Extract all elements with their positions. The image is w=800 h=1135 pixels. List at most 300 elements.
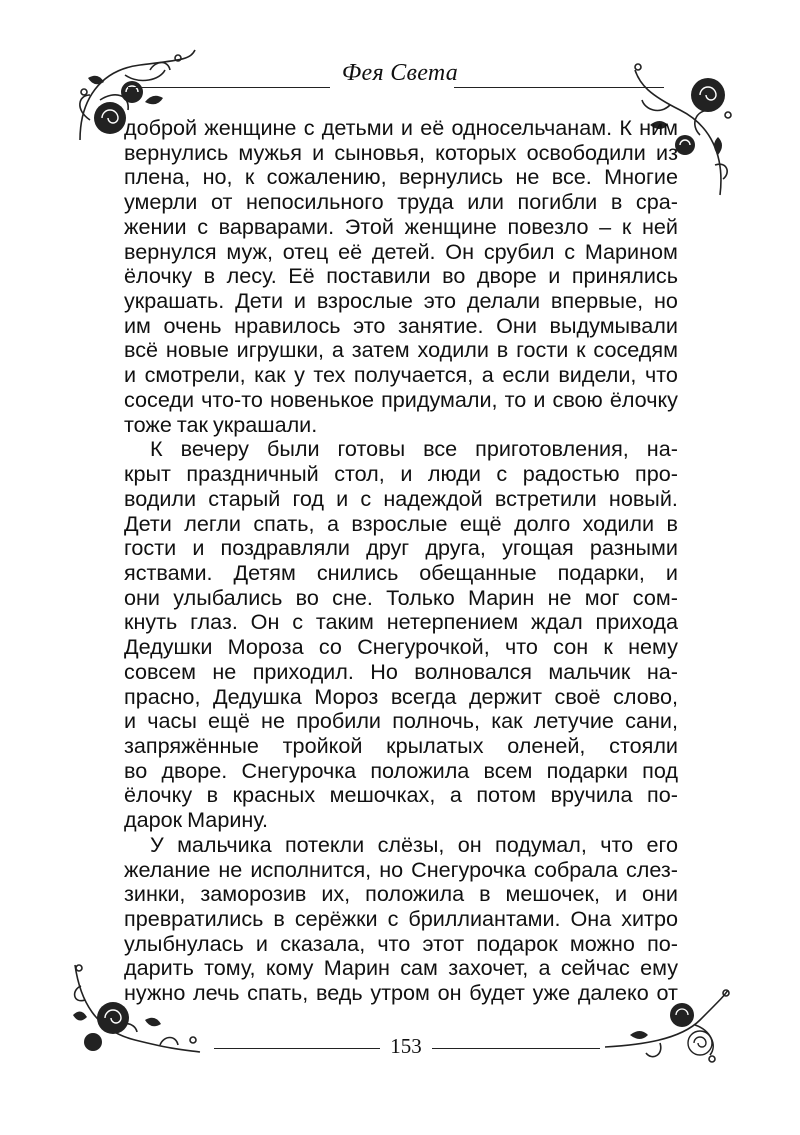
body-text bbox=[124, 116, 678, 1006]
word: это bbox=[423, 288, 456, 314]
word: желание bbox=[124, 856, 211, 882]
word: улыбались bbox=[173, 584, 283, 610]
word: новые bbox=[165, 337, 229, 363]
word: доброй bbox=[124, 115, 198, 140]
word: утром bbox=[370, 980, 430, 1006]
word: тех bbox=[313, 362, 346, 388]
word: все. bbox=[551, 164, 592, 190]
footer-rule-left bbox=[214, 1048, 380, 1049]
word: ней bbox=[641, 213, 678, 239]
word: новый. bbox=[608, 485, 678, 511]
word: а bbox=[331, 337, 344, 363]
word: с bbox=[197, 213, 208, 239]
word: очень bbox=[163, 312, 222, 338]
word: взрослые bbox=[351, 510, 448, 536]
header-rule-left bbox=[128, 87, 330, 88]
word: долго bbox=[514, 510, 571, 536]
word: Снегурочка bbox=[241, 757, 357, 783]
word: соседи bbox=[124, 386, 195, 412]
word: по- bbox=[647, 782, 678, 808]
word: новенькое bbox=[269, 386, 375, 412]
word: Марин bbox=[323, 955, 390, 981]
text-line bbox=[124, 635, 678, 660]
text-line bbox=[124, 165, 678, 190]
text-line bbox=[124, 264, 678, 289]
word: что bbox=[377, 930, 411, 956]
word: и bbox=[312, 139, 325, 165]
word: под bbox=[642, 757, 678, 783]
word: игрушки, bbox=[236, 337, 325, 363]
word: ещё bbox=[208, 708, 250, 734]
text-line bbox=[124, 858, 678, 883]
word: крыт bbox=[124, 461, 171, 487]
word: соседям bbox=[593, 337, 678, 363]
word: превратились bbox=[124, 906, 264, 931]
word: придумали, bbox=[381, 386, 498, 412]
word: Снегурочка bbox=[411, 856, 526, 882]
word: а bbox=[449, 782, 462, 808]
word: его bbox=[646, 831, 678, 857]
word: вечеру bbox=[180, 436, 249, 462]
word: про- bbox=[635, 461, 678, 487]
word: они bbox=[641, 881, 678, 907]
word: приготовления, bbox=[475, 436, 629, 462]
word: её bbox=[420, 115, 445, 140]
word: в bbox=[479, 881, 491, 907]
word: Этой bbox=[344, 213, 394, 239]
word: и bbox=[336, 485, 349, 511]
word: делали bbox=[466, 288, 541, 314]
word: срубил bbox=[483, 238, 555, 264]
word: со bbox=[318, 634, 342, 660]
text-line bbox=[124, 388, 678, 413]
word: подарок bbox=[476, 930, 558, 956]
word: водили bbox=[124, 485, 197, 511]
text-line bbox=[124, 561, 678, 586]
word: глаз. bbox=[190, 609, 238, 635]
word: мужья bbox=[238, 139, 302, 165]
word: они bbox=[124, 584, 160, 610]
text-line bbox=[124, 363, 678, 388]
word: он bbox=[437, 980, 462, 1006]
word: оленей, bbox=[507, 732, 586, 758]
word: свою bbox=[552, 386, 603, 412]
word: потом bbox=[476, 782, 537, 808]
word: Дедушки bbox=[124, 634, 213, 660]
word: были bbox=[266, 436, 320, 462]
word: погибли bbox=[517, 189, 598, 215]
word: ходили bbox=[582, 510, 655, 536]
word: потекли bbox=[284, 831, 365, 857]
word: по- bbox=[647, 930, 678, 956]
word: мешочек, bbox=[505, 881, 600, 907]
text-line bbox=[124, 215, 678, 240]
word: сейчас bbox=[560, 955, 630, 981]
word: гости bbox=[516, 337, 569, 363]
word: на- bbox=[646, 658, 678, 684]
word: ёлочку bbox=[609, 386, 678, 412]
text-line bbox=[124, 734, 678, 759]
word: вернулись bbox=[124, 139, 229, 165]
word: получается, bbox=[353, 362, 474, 388]
word: а bbox=[481, 362, 494, 388]
word: их, bbox=[321, 881, 351, 907]
word: но bbox=[379, 856, 404, 882]
word: встретили bbox=[494, 485, 597, 511]
word: от bbox=[656, 980, 678, 1006]
word: полночь, bbox=[392, 708, 480, 734]
word: Но bbox=[370, 658, 398, 684]
word: и bbox=[533, 386, 546, 412]
word: нетерпением bbox=[386, 609, 519, 635]
word: и bbox=[400, 461, 413, 487]
word: дарок bbox=[124, 807, 183, 833]
word: как bbox=[254, 362, 286, 388]
word: К bbox=[150, 436, 163, 462]
word: в bbox=[496, 337, 509, 363]
word: Мороз bbox=[314, 683, 379, 709]
word: захочет, bbox=[448, 955, 529, 981]
word: праздничный bbox=[186, 461, 319, 487]
word: на- bbox=[646, 436, 678, 462]
word: во bbox=[124, 757, 148, 783]
word: лесу. bbox=[226, 263, 277, 289]
word: и bbox=[614, 881, 627, 907]
word: это bbox=[353, 312, 386, 338]
word: не bbox=[515, 164, 540, 190]
word: тройкой bbox=[282, 732, 363, 758]
word: бриллиантами. bbox=[408, 906, 561, 931]
word: положила bbox=[365, 881, 465, 907]
word: этот bbox=[422, 930, 465, 956]
word: в bbox=[666, 510, 678, 536]
word: будет bbox=[469, 980, 525, 1006]
word: что-то bbox=[201, 386, 263, 412]
word: украшали. bbox=[212, 411, 318, 437]
word: во bbox=[295, 584, 319, 610]
word: ещё bbox=[459, 510, 502, 536]
word: сыновья, bbox=[334, 139, 425, 165]
text-line bbox=[124, 660, 678, 685]
word: сом- bbox=[632, 584, 678, 610]
word: с bbox=[360, 485, 372, 511]
word: поздравляли bbox=[220, 535, 350, 561]
word: труда bbox=[397, 189, 454, 215]
word: с bbox=[564, 238, 576, 264]
word: Только bbox=[386, 584, 455, 610]
word: своё bbox=[554, 683, 601, 709]
word: вернулся bbox=[124, 238, 217, 264]
word: готовы bbox=[337, 436, 406, 462]
word: мальчик bbox=[548, 658, 631, 684]
text-line bbox=[124, 586, 678, 611]
word: ним bbox=[639, 115, 678, 140]
word: крылатых bbox=[386, 732, 484, 758]
word: положила bbox=[370, 757, 470, 783]
word: из bbox=[656, 139, 678, 165]
word: в bbox=[273, 906, 285, 931]
word: У bbox=[150, 831, 164, 857]
word: к bbox=[603, 634, 613, 660]
text-line bbox=[124, 289, 678, 314]
word: снились bbox=[316, 559, 399, 585]
word: от bbox=[210, 189, 233, 215]
word: детьми bbox=[321, 115, 394, 140]
word: Дедушка bbox=[213, 683, 302, 709]
word: сани, bbox=[625, 708, 678, 734]
word: он bbox=[457, 831, 482, 857]
word: дворе. bbox=[161, 757, 228, 783]
text-line bbox=[124, 833, 678, 858]
text-line bbox=[124, 956, 678, 981]
word: с bbox=[387, 906, 399, 931]
word: хитро bbox=[621, 906, 678, 931]
word: если bbox=[502, 362, 550, 388]
word: её bbox=[338, 238, 363, 264]
word: Марину. bbox=[187, 807, 268, 833]
word: сам bbox=[400, 955, 438, 981]
footer-rule-right bbox=[432, 1048, 600, 1049]
word: и bbox=[400, 115, 413, 140]
word: всё bbox=[124, 337, 159, 363]
text-line bbox=[124, 487, 678, 512]
word: вернулись bbox=[398, 164, 504, 190]
text-line bbox=[124, 808, 678, 833]
word: поставили bbox=[326, 263, 431, 289]
word: женщине bbox=[204, 115, 297, 140]
text-line bbox=[124, 783, 678, 808]
word: подумал, bbox=[495, 831, 587, 857]
word: кнуть bbox=[124, 609, 178, 635]
word: женщине bbox=[404, 213, 497, 239]
word: и bbox=[192, 535, 205, 561]
word: слово, bbox=[613, 683, 678, 709]
word: затем bbox=[351, 337, 410, 363]
word: не bbox=[547, 584, 572, 610]
word: исполнится, bbox=[250, 856, 372, 882]
word: тоже bbox=[124, 411, 172, 437]
text-line bbox=[124, 141, 678, 166]
word: повезло bbox=[507, 213, 589, 239]
word: Она bbox=[570, 906, 612, 931]
word: нему bbox=[628, 634, 678, 660]
word: таким bbox=[315, 609, 374, 635]
word: приходил. bbox=[252, 658, 354, 684]
word: Снегурочкой, bbox=[357, 634, 490, 660]
word: односельчанам. bbox=[451, 115, 613, 140]
word: спать, bbox=[253, 510, 315, 536]
word: непосильного bbox=[245, 189, 384, 215]
word: год bbox=[292, 485, 324, 511]
word: что bbox=[504, 634, 538, 660]
word: и bbox=[255, 930, 268, 956]
word: собрала bbox=[533, 856, 618, 882]
word: в bbox=[203, 263, 216, 289]
word: красных bbox=[232, 782, 316, 808]
word: легли bbox=[184, 510, 241, 536]
word: выдумывали bbox=[549, 312, 678, 338]
word: можно bbox=[569, 930, 635, 956]
word: отец bbox=[282, 238, 329, 264]
word: Мороза bbox=[227, 634, 304, 660]
text-line bbox=[124, 314, 678, 339]
word: у bbox=[294, 362, 305, 388]
text-line bbox=[124, 240, 678, 265]
word: то bbox=[504, 386, 527, 412]
word: – bbox=[599, 213, 612, 239]
word: мальчика bbox=[177, 831, 272, 857]
word: гости bbox=[124, 535, 177, 561]
text-line bbox=[124, 116, 678, 141]
word: как bbox=[491, 708, 523, 734]
word: слёзы, bbox=[377, 831, 445, 857]
word: всем bbox=[483, 757, 533, 783]
word: а bbox=[326, 510, 339, 536]
word: кому bbox=[265, 955, 314, 981]
word: стояли bbox=[609, 732, 678, 758]
word: с bbox=[496, 461, 508, 487]
word: жении bbox=[124, 213, 187, 239]
word: друга, bbox=[425, 535, 486, 561]
text-line bbox=[124, 932, 678, 957]
text-line bbox=[124, 610, 678, 635]
word: а bbox=[538, 955, 551, 981]
word: все bbox=[423, 436, 458, 462]
word: Он bbox=[445, 238, 475, 264]
word: к bbox=[576, 337, 586, 363]
word: мог bbox=[584, 584, 620, 610]
word: и bbox=[548, 263, 561, 289]
word: подарки bbox=[546, 757, 628, 783]
text-line bbox=[124, 536, 678, 561]
word: дарить bbox=[124, 955, 194, 981]
word: вручила bbox=[550, 782, 633, 808]
word: лечь bbox=[193, 980, 240, 1006]
word: держит bbox=[468, 683, 542, 709]
word: не bbox=[218, 856, 243, 882]
word: прихода bbox=[595, 609, 678, 635]
text-line bbox=[124, 709, 678, 734]
word: сожалению, bbox=[266, 164, 387, 190]
word: сра- bbox=[635, 189, 678, 215]
word: не bbox=[212, 658, 237, 684]
text-line bbox=[124, 190, 678, 215]
word: ему bbox=[640, 955, 678, 981]
text-line bbox=[124, 981, 678, 1006]
word: во bbox=[442, 263, 466, 289]
word: мешочках, bbox=[329, 782, 436, 808]
header-rule-right bbox=[454, 87, 664, 88]
word: украшать. bbox=[124, 288, 225, 314]
word: взрослые bbox=[316, 288, 413, 314]
word: Дети bbox=[124, 510, 172, 536]
text-line bbox=[124, 882, 678, 907]
word: яствами. bbox=[124, 559, 213, 585]
word: пробили bbox=[296, 708, 381, 734]
word: друг bbox=[366, 535, 410, 561]
page-number: 153 bbox=[390, 1034, 422, 1058]
word: спать, bbox=[247, 980, 309, 1006]
word: Дети bbox=[235, 288, 284, 314]
word: угощая bbox=[502, 535, 574, 561]
word: слез- bbox=[625, 856, 678, 882]
word: сон bbox=[553, 634, 589, 660]
word: освободили bbox=[526, 139, 646, 165]
text-line bbox=[124, 338, 678, 363]
word: нужно bbox=[124, 980, 186, 1006]
word: старый bbox=[208, 485, 281, 511]
word: и bbox=[124, 362, 137, 388]
word: улыбнулась bbox=[124, 930, 244, 956]
text-line bbox=[124, 907, 678, 932]
word: К bbox=[619, 115, 632, 140]
word: ёлочку bbox=[124, 782, 193, 808]
running-header-title: Фея Света bbox=[341, 60, 459, 86]
word: с bbox=[292, 609, 304, 635]
word: уже bbox=[532, 980, 571, 1006]
word: с bbox=[303, 115, 315, 140]
word: ёлочку bbox=[124, 263, 193, 289]
word: им bbox=[124, 312, 151, 338]
word: и bbox=[124, 708, 137, 734]
word: сказала, bbox=[280, 930, 366, 956]
word: зинки, bbox=[124, 881, 186, 907]
word: стол, bbox=[334, 461, 385, 487]
word: летучие bbox=[533, 708, 614, 734]
word: или bbox=[467, 189, 504, 215]
word: детей. bbox=[371, 238, 436, 264]
word: дворе bbox=[476, 263, 537, 289]
word: ходили bbox=[417, 337, 489, 363]
word: впервые, bbox=[550, 288, 644, 314]
word: надеждой bbox=[383, 485, 483, 511]
word: умерли bbox=[124, 189, 198, 215]
word: Её bbox=[288, 263, 315, 289]
word: принялись bbox=[571, 263, 678, 289]
word: в bbox=[610, 189, 623, 215]
word: и bbox=[665, 559, 678, 585]
word: к bbox=[244, 164, 255, 190]
word: так bbox=[176, 411, 208, 437]
text-line bbox=[124, 512, 678, 537]
word: Он bbox=[250, 609, 280, 635]
word: Детям bbox=[233, 559, 296, 585]
word: ведь bbox=[316, 980, 363, 1006]
word: заморозив bbox=[200, 881, 307, 907]
word: тому, bbox=[204, 955, 256, 981]
text-line bbox=[124, 462, 678, 487]
word: плена, bbox=[124, 164, 191, 190]
word: Марином bbox=[584, 238, 678, 264]
word: подарки, bbox=[557, 559, 645, 585]
word: но bbox=[653, 288, 678, 314]
word: но, bbox=[202, 164, 233, 190]
word: далеко bbox=[577, 980, 649, 1006]
text-line bbox=[124, 759, 678, 784]
word: видели, bbox=[558, 362, 637, 388]
text-line bbox=[124, 685, 678, 710]
word: нравилось bbox=[234, 312, 341, 338]
word: обещанные bbox=[419, 559, 537, 585]
word: к bbox=[621, 213, 632, 239]
word: в bbox=[206, 782, 219, 808]
word: и bbox=[293, 288, 306, 314]
word: всегда bbox=[390, 683, 457, 709]
word: что bbox=[644, 362, 678, 388]
word: часы bbox=[147, 708, 197, 734]
word: которых bbox=[435, 139, 517, 165]
word: варварами. bbox=[218, 213, 335, 239]
